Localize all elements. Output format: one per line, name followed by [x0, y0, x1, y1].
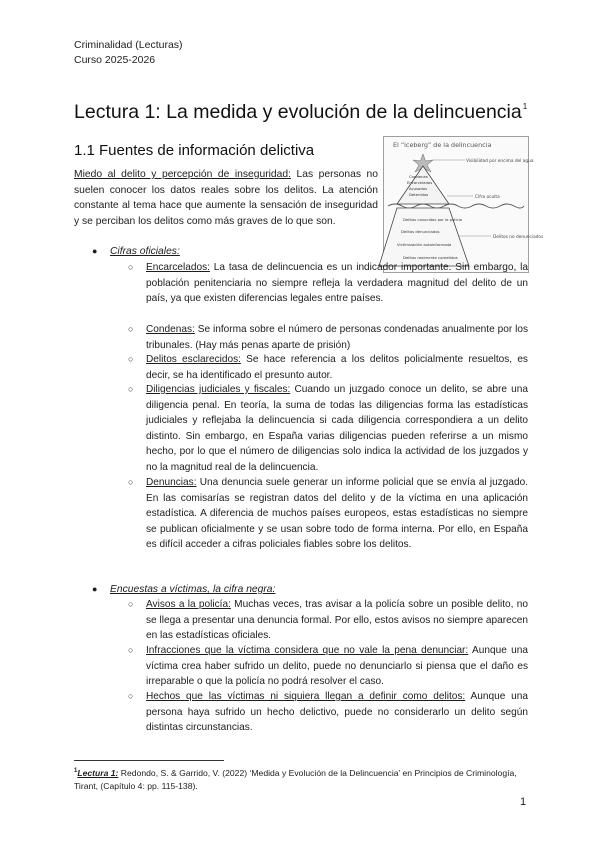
iceberg-figure [383, 136, 544, 273]
footnote-lead: Lectura 1: [77, 767, 119, 778]
bullet-icon: ● [92, 584, 98, 594]
figure-title: El “iceberg” de la delincuencia [393, 141, 492, 149]
title-footnote-mark: 1 [522, 102, 528, 111]
figure-level: Victimización autoinformada [397, 242, 452, 247]
circle-bullet-icon: ○ [128, 477, 134, 487]
list-item: ○ Denuncias: Una denuncia suele generar un informe policial que se envía al juzgado. En las comisarías se registran datos del delito y de la víctima en una aplicación estadística. A diferencia de muchos países europeos, estas estadísticas no siempre se publican oficialmente y se usan sobre todo de forma interna. Por ello, en España es difícil acceder a cifras policiales fiables sobre los delitos. [128, 477, 528, 550]
list-item: ○ Infracciones que la víctima considera que no vale la pena denunciar: Aunque una víctima crea haber sufrido un delito, puede no denunciarlo si piensa que el daño es irreparable o que la policía no podrá resolver el caso. [128, 645, 528, 687]
list-item: ○ Delitos esclarecidos: Se hace referencia a los delitos policialmente resueltos, es decir, se ha identificado el presunto autor. [128, 354, 528, 381]
figure-label-unreported: Delitos no denunciados [493, 235, 544, 240]
figure-level: Condenas [409, 174, 428, 179]
surveys-heading: ● Encuestas a víctimas, la cifra negra: [110, 582, 275, 598]
figure-level: Delitos realmente cometidos [403, 255, 458, 260]
list-item: ○ Condenas: Se informa sobre el número de personas condenadas anualmente por los tribunales. (Hay más penas aparte de prisión) [128, 324, 528, 351]
circle-bullet-icon: ○ [128, 645, 134, 655]
course-name: Criminalidad (Lecturas) [74, 39, 183, 51]
official-heading: ● Cifras oficiales: [110, 244, 180, 260]
intro-paragraph [74, 167, 378, 229]
page-number: 1 [520, 796, 527, 808]
footnote [74, 765, 536, 793]
circle-bullet-icon: ○ [128, 262, 134, 272]
circle-bullet-icon: ○ [128, 354, 134, 364]
title-text: Lectura 1: La medida y evolución de la delincuencia [74, 101, 522, 123]
footnote-text: Redondo, S. & Garrido, V. (2022) ‘Medida y Evolución de la Delincuencia’ en Principios de Criminología, Tirant, (Capítulo 4: pp. 115-138). [74, 767, 517, 791]
figure-level: Detenidos [409, 192, 429, 197]
footnote-mark: 1 [74, 768, 78, 774]
circle-bullet-icon: ○ [128, 384, 134, 394]
figure-level: Encarcelados [407, 180, 433, 185]
figure-level: Acusados [409, 186, 428, 191]
section-heading: 1.1 Fuentes de información delictiva [74, 142, 315, 159]
circle-bullet-icon: ○ [128, 599, 134, 609]
list-item: ○ Diligencias judiciales y fiscales: Cuando un juzgado conoce un delito, se abre una diligencia penal. En teoría, la suma de todas las diligencias forma las estadísticas judiciales y reflejaba la delincuencia si cada diligencia correspondiera a un delito distinto. Sin embargo, en España varias diligencias pueden referirse a un mismo hecho, por lo que el número de diligencias solo indica la actividad de los juzgados y no la magnitud real de la delincuencia. [128, 384, 528, 473]
circle-bullet-icon: ○ [128, 324, 134, 334]
figure-level: Delitos denunciados [401, 229, 440, 234]
intro-lead: Miedo al delito y percepción de inseguridad: [74, 169, 291, 180]
circle-bullet-icon: ○ [128, 691, 134, 701]
course-year: Curso 2025-2026 [74, 54, 156, 66]
page-title [74, 95, 527, 124]
page-header [74, 38, 183, 68]
list-item: ○ Avisos a la policía: Muchas veces, tras avisar a la policía sobre un posible delito, no se llega a presentar una denuncia formal. Por ello, estos avisos no siempre aparecen en las estadísticas oficiales. [128, 599, 528, 641]
list-item: ○ Hechos que las víctimas ni siquiera llegan a definir como delitos: Aunque una persona haya sufrido un hecho delictivo, puede no considerarlo un delito según distintas circunstancias. [128, 691, 528, 733]
figure-label-visible: Visibilidad por encima del agua [466, 159, 534, 164]
list-item: ○ Encarcelados: La tasa de delincuencia es un indicador importante. Sin embargo, la población penitenciaria no siempre refleja la verdadera magnitud del delito de un país, ya que existen diferencias legales entre países. [128, 262, 528, 304]
figure-level: Delitos conocidos por la policía [403, 217, 462, 222]
figure-label-hidden: Cifra oculta [475, 195, 500, 200]
footnote-divider [74, 760, 224, 761]
bullet-icon: ● [92, 246, 98, 256]
intro-text: Las personas no suelen conocer los datos reales sobre los delitos. La atención constante al tema hace que aumente la sensación de inseguridad y se perciban los delitos como más graves de lo que son. [74, 169, 378, 227]
